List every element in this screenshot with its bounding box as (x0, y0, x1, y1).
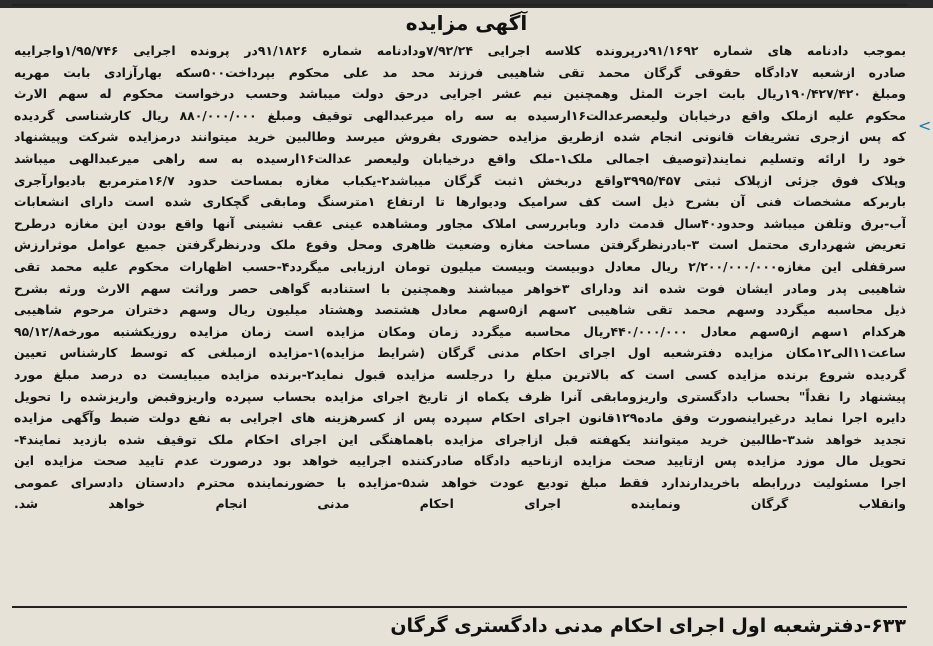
bottom-rule (12, 606, 907, 608)
notice-footer: ۶۳۳-دفترشعبه اول اجرای احکام مدنی دادگستری گرگان (390, 615, 906, 637)
notice-line: خود را ارائه وتسلیم نمایند(توصیف اجمالی ملک۱-ملک واقع درخیابان ولیعصر عدالت۱۶ارسیده به سه راهی میرعبدالهی میباشد (14, 150, 906, 166)
notice-line: وپلاک فوق جزئی ازپلاک ثبتی ۳۹۹۵/۴۵۷واقع دربخش ۱ثبت گرگان میباشد۲-یکباب مغازه بمساحت حدود ۱۶/۷مترمربع بادیوارآجری (14, 172, 906, 188)
notice-line: سرقفلی این مغازه۲/۲۰۰/۰۰۰/۰۰۰ ریال معادل دوبیست وبیست میلیون تومان ارزیابی میگردد۴-حسب اظهارات محکوم علیه محمد تقی (14, 258, 906, 274)
notice-line: ساعت۱۱الی۱۲مکان مزایده دفترشعبه اول اجرای احکام مدنی گرگان (شرایط مزایده)۱-مزایده ازمبلغی که توسط کارشناس تعیین (14, 345, 906, 361)
notice-line: اجرا مسئولیت دررابطه باخریدارندارد فقط مبلغ تودیع عودت خواهد شد۵-مزایده با حضورنماینده محترم دادستان دادسرای عمومی (14, 474, 906, 490)
notice-line: محکوم علیه ازملک واقع درخیابان ولیعصرعدالت۱۶ارسیده به سه راه میرعبدالهی توقیف ومبلغ ۸۸۰/۰۰۰/۰۰۰ ریال کارشناسی گردیده (14, 107, 906, 123)
notice-line: ومبلغ ۱۹۰/۴۲۷/۴۲۰ریال بابت اجرت المثل وهمچنین نیم عشر اجرایی درحق دولت میباشد وحسب درخواست محکوم له سهم الارث (14, 86, 906, 102)
notice-line: صادره ازشعبه ۷دادگاه حقوقی گرگان محمد تقی شاهیبی فرزند محد مد علی محکوم بپرداخت۵۰۰سکه بهارآزادی بابت مهریه (14, 64, 906, 80)
notice-line: باربرکه مشخصات فنی آن بشرح ذیل است کف سرامیک ودیوارها تا ارتفاع ۱مترسنگ ومابقی گچکاری شده است دارای انشعابات (14, 194, 906, 210)
margin-mark: < (918, 116, 932, 135)
notice-line: پیشنهاد را نقداً" بحساب دادگستری واریزومابقی آنرا ظرف یکماه از تاریخ اجرای مزایده بحساب سپرده واریزوقبض واریزشده را تحویل (14, 388, 906, 404)
notice-line: هرکدام ۱سهم از۵سهم معادل ۴۴۰/۰۰۰/۰۰۰ریال محاسبه میگردد زمان ومکان مزایده است زمان مزایده روزیکشنبه مورخه۹۵/۱۲/۸ (14, 323, 906, 339)
notice-line: دایره اجرا نماید درغیراینصورت وفق ماده۱۲۹قانون اجرای احکام سپرده پس از کسرهزینه های اجرایی به نفع دولت ضبط وآگهی مزایده (14, 410, 906, 426)
notice-body (14, 40, 906, 602)
top-rule (12, 4, 907, 6)
notice-title: آگهی مزایده (405, 11, 528, 35)
notice-line: ذیل محاسبه میگردد وسهم محمد تقی شاهیبی ۲سهم از۵سهم معادل هشتصد وهشتاد میلیون ریال وسهم دختران مرحوم شاهیبی (14, 302, 906, 318)
notice-line: تعریض شهرداری محتمل است ۳-بادرنظرگرفتن مساحت مغازه وضعیت ظاهری ومحل وقوع ملک ودرنظرگرفتن جمیع عوامل موثرارزش (14, 237, 906, 253)
notice-line: گردیده شروع برنده مزایده کسی است که بالاترین مبلغ را درجلسه مزایده قبول نماید۲-برنده مزایده میبایست ده درصد مبلغ مورد (14, 366, 906, 382)
notice-line: شاهیبی پدر ومادر ایشان فوت شده اند ودارای ۳خواهر میباشند وهمچنین با استنادبه گواهی حصر وراثت سهم الارث ورثه بشرح (14, 280, 906, 296)
notice-line: آب-برق وتلفن میباشد وحدود۴۰سال قدمت دارد وبابررسی املاک مجاور ومشاهده عینی عقب نشینی آنها واقع بودن این مغازه درطرح (14, 215, 906, 231)
notice-line: وانقلاب گرگان ونماینده اجرای احکام مدنی انجام خواهد شد. (14, 496, 906, 512)
notice-line: تحویل مال موزد مزایده پس ازتایید صحت مزایده ازناحیه دادگاه صادرکننده اجراییه خواهد بود درصورت عدم تایید صحت مزایده این (14, 453, 906, 469)
notice-line: که پس ازجری تشریفات قانونی انجام شده ازطریق مزایده حضوری بفروش میرسد وطالبین خرید میتوانند درمزایده شرکت وپیشنهاد (14, 129, 906, 145)
notice-line: تجدید خواهد شد۳-طالبین خرید میتوانند یکهفته قبل ازاجرای مزایده باهماهنگی این اجرای احکام ملک توقیف شده بازدید نمایند۴- (14, 431, 906, 447)
notice-line: بموجب دادنامه های شماره ۹۱/۱۶۹۲درپرونده کلاسه اجرایی ۷/۹۲/۲۴ودادنامه شماره ۹۱/۱۸۲۶در پرونده اجرایی ۱/۹۵/۷۴۶واجراییه (14, 43, 906, 58)
